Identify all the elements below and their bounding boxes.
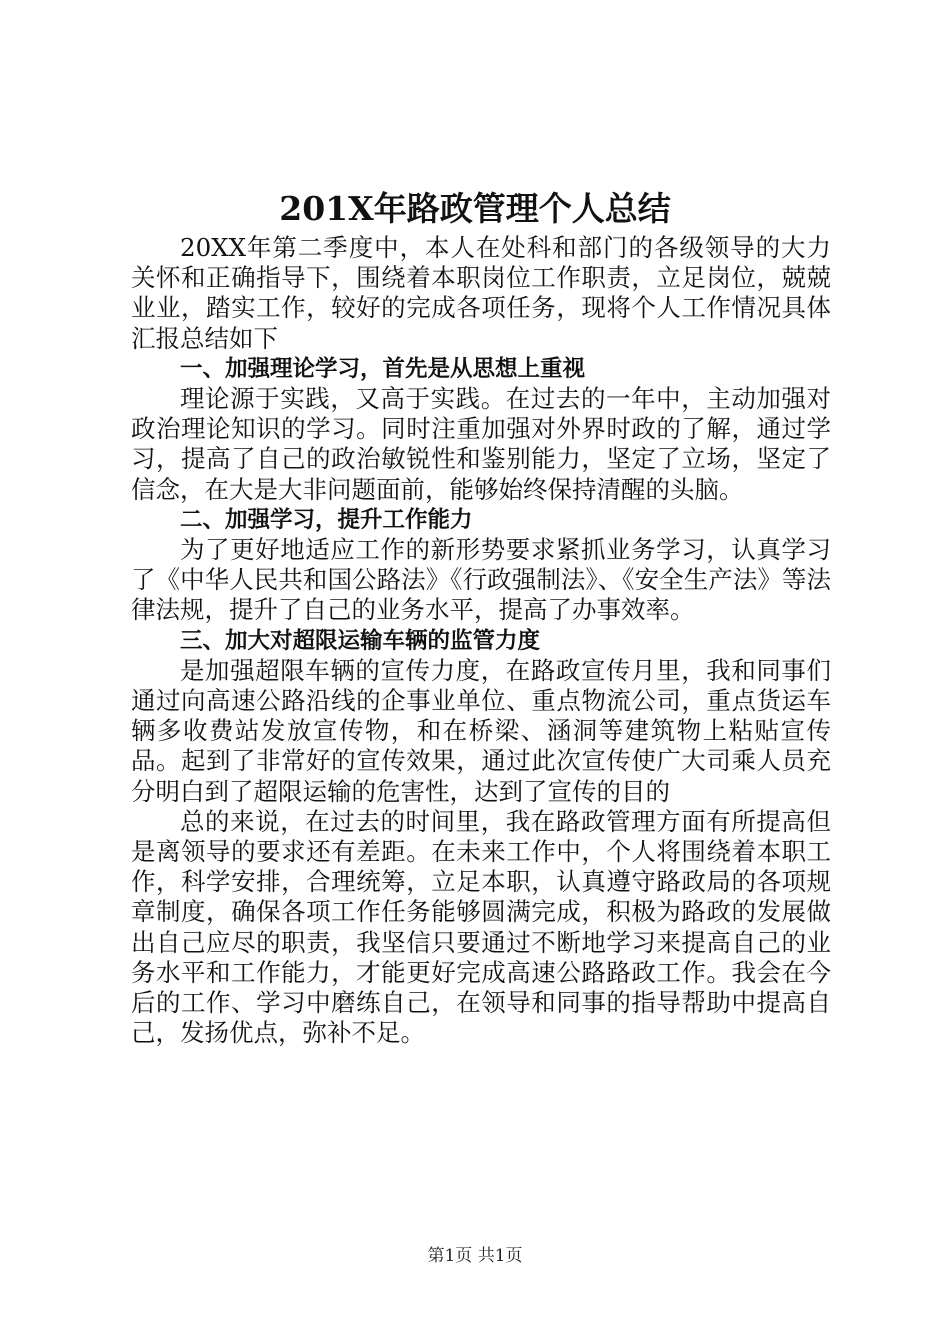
intro-paragraph: 20XX年第二季度中，本人在处科和部门的各级领导的大力关怀和正确指导下，围绕着本职岗位工作职责，立足岗位，兢兢业业，踏实工作，较好的完成各项任务，现将个人工作情况具体汇报总结如下 <box>131 233 831 353</box>
section-heading-2: 二、加强学习，提升工作能力 <box>180 506 473 533</box>
section-1-paragraph: 理论源于实践，又高于实践。在过去的一年中，主动加强对政治理论知识的学习。同时注重加强对外界时政的了解，通过学习，提高了自己的政治敏锐性和鉴别能力，坚定了立场，坚定了信念，在大是大非问题面前，能够始终保持清醒的头脑。 <box>131 384 831 504</box>
section-heading-1: 一、加强理论学习，首先是从思想上重视 <box>180 355 586 382</box>
section-3-paragraph: 是加强超限车辆的宣传力度，在路政宣传月里，我和同事们通过向高速公路沿线的企事业单位、重点物流公司，重点货运车辆多收费站发放宣传物，和在桥梁、涵洞等建筑物上粘贴宣传品。起到了非常好的宣传效果，通过此次宣传使广大司乘人员充分明白到了超限运输的危害性，达到了宣传的目的 <box>131 655 831 806</box>
page-number-footer: 第1页 共1页 <box>427 1246 523 1266</box>
document-title: 201X年路政管理个人总结 <box>279 189 671 228</box>
document-body <box>131 233 831 1048</box>
conclusion-paragraph: 总的来说，在过去的时间里，我在路政管理方面有所提高但是离领导的要求还有差距。在未来工作中，个人将围绕着本职工作，科学安排，合理统筹，立足本职，认真遵守路政局的各项规章制度，确保各项工作任务能够圆满完成，积极为路政的发展做出自己应尽的职责，我坚信只要通过不断地学习来提高自己的业务水平和工作能力，才能更好完成高速公路路政工作。我会在今后的工作、学习中磨练自己，在领导和同事的指导帮助中提高自己，发扬优点，弥补不足。 <box>131 806 831 1048</box>
section-2-paragraph: 为了更好地适应工作的新形势要求紧抓业务学习，认真学习了《中华人民共和国公路法》《行政强制法》、《安全生产法》等法律法规，提升了自己的业务水平，提高了办事效率。 <box>131 535 831 625</box>
section-heading-3: 三、加大对超限运输车辆的监管力度 <box>180 627 541 654</box>
